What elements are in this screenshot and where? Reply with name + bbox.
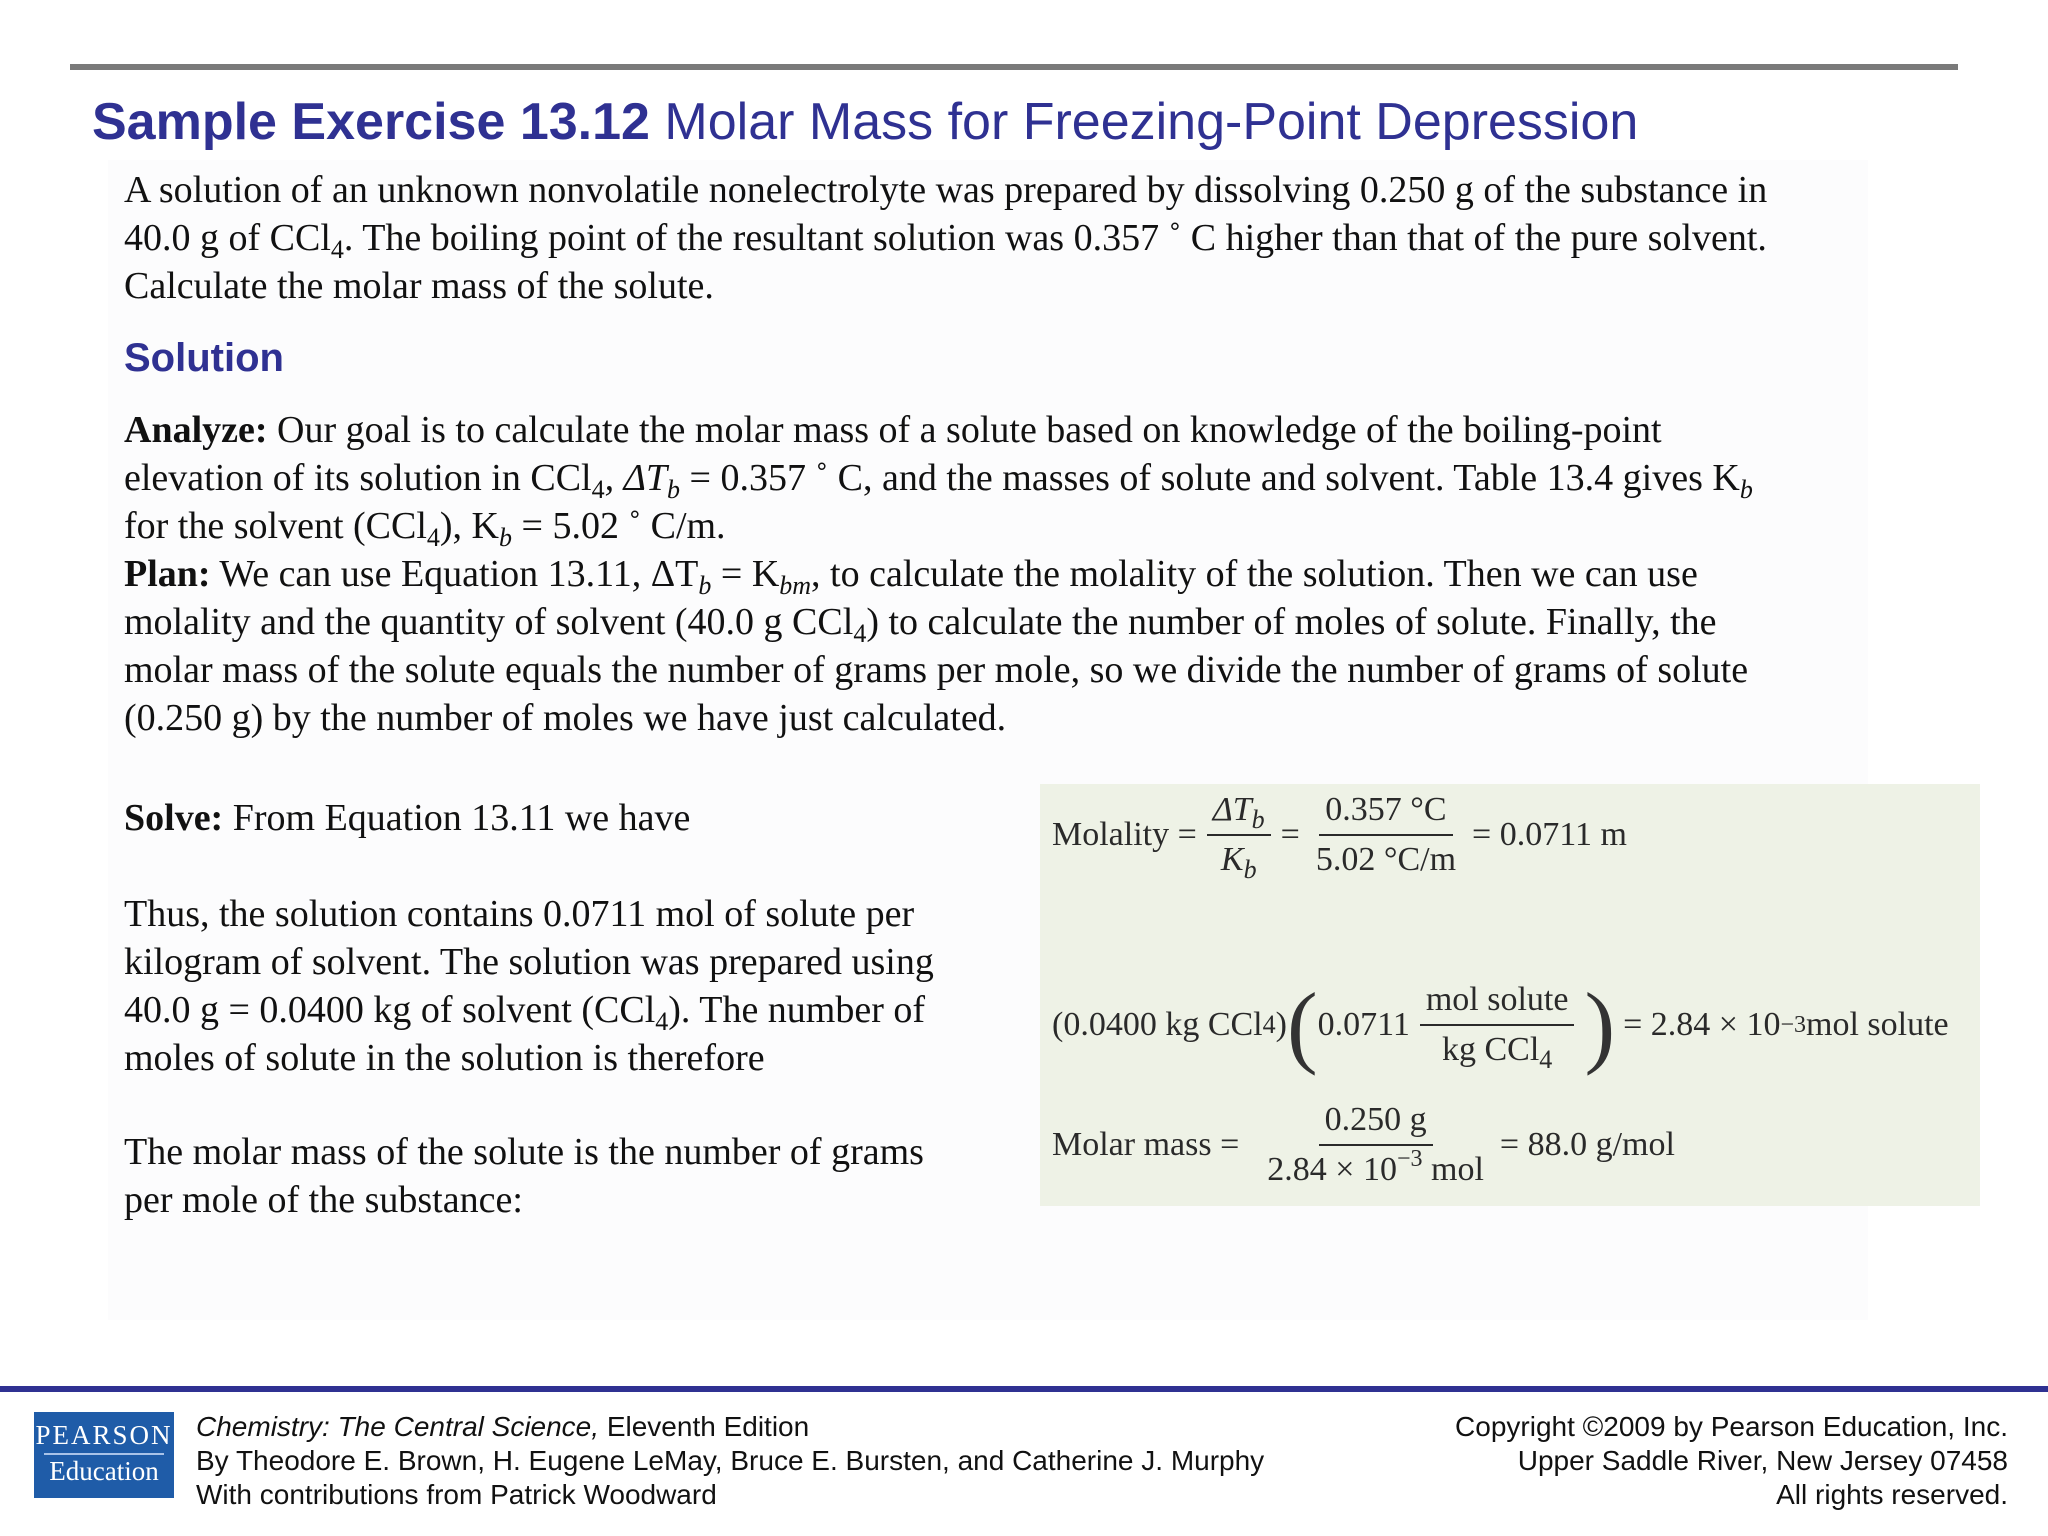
molar-mass-paragraph: The molar mass of the solute is the number of grams per mole of the substance: — [124, 1131, 924, 1221]
title-rest: Molar Mass for Freezing-Point Depression — [649, 93, 1639, 151]
problem-line: A solution of an unknown nonvolatile nonelectrolyte was prepared by dissolving 0.250 g of the substance in — [124, 169, 1768, 211]
mol-per-kg-fraction: $\frac{\text{mol solute}}{kg CCl_4}$ — [1420, 980, 1575, 1070]
slide-title — [92, 92, 1972, 152]
plan-label: Plan: — [124, 553, 211, 595]
top-rule — [70, 64, 1958, 70]
solve-label: Solve: — [124, 797, 224, 839]
problem-statement — [124, 166, 1904, 310]
analyze-label: Analyze: — [124, 409, 268, 451]
numeric-fraction: $\frac{0.357 ^\circ C}{5.02 ^\circ C/m}$ — [1315, 791, 1457, 878]
grams-per-mol-fraction: $\frac{0.250 g}{2.84 \times 10^{-3} mol}$ — [1267, 1101, 1484, 1188]
solution-heading: Solution — [124, 336, 284, 380]
title-bold: Sample Exercise 13.12 — [92, 93, 650, 151]
delta-tb-over-kb-fraction: $\frac{\Delta T_b}{K_b}$ — [1207, 790, 1271, 880]
footer-citation: Chemistry: The Central Science, Eleventh Edition By Theodore E. Brown, H. Eugene LeMay, Bruce E. Bursten, and Catherine J. Murphy With contributions from Patrick Woodward — [196, 1411, 1265, 1510]
molality-equation: Molality = $\frac{\Delta T_b}{K_b}$ = $\frac{0.357 ^\circ C}{5.02 ^\circ C/m}$ = 0.0711 m — [1052, 791, 1627, 884]
plan-paragraph: Plan: We can use Equation 13.11, $\Delta T_b = K_{bm}$, to calculate the molality of the solution. Then we can use molality and the quantity of solvent (40.0 g CCl$_4$) to calculate the number of moles of solute. Finally, the molar mass of the solute equals the number of grams per mole, so we divide the number of grams of solute (0.250 g) by the number of moles we have just calculated. — [124, 553, 1749, 739]
moles-paragraph: Thus, the solution contains 0.0711 mol of solute per kilogram of solvent. The solution was prepared using 40.0 g = 0.0400 kg of solvent (CCl$_4$). The number of moles of solute in the solution is therefore — [124, 893, 934, 1079]
problem-line: Calculate the molar mass of the solute. — [124, 265, 714, 307]
footer-copyright: Copyright ©2009 by Pearson Education, Inc. Upper Saddle River, New Jersey 07458 All rights reserved. — [1455, 1411, 2008, 1510]
moles-equation: (0.0400 kg CCl 4 ) ( 0.0711 $\frac{\text{mol solute}}{kg CCl_4}$ ) = 2.84 × 10 −3 mol solute — [1052, 974, 1949, 1076]
bottom-rule — [0, 1386, 2048, 1392]
equation-panel — [1040, 784, 1980, 1206]
molar-mass-equation: Molar mass = $\frac{0.250 g}{2.84 \times 10^{-3} mol}$ = 88.0 g/mol — [1052, 1101, 1675, 1188]
pearson-education-logo: PEARSON Education — [34, 1412, 174, 1498]
solve-paragraph: Solve: From Equation 13.11 we have — [124, 797, 691, 839]
problem-line: 40.0 g of CCl$_4$. The boiling point of the resultant solution was 0.357 ˚ C higher than that of the pure solvent. — [124, 217, 1767, 264]
analyze-paragraph: Analyze: Our goal is to calculate the molar mass of a solute based on knowledge of the boiling-point elevation of its solution in CCl$_4$, $\Delta T_b = 0.357$ ˚ C, and the masses of solute and solvent. Table 13.4 gives $K_b$ for the solvent (CCl$_4$), $K_b = 5.02$ ˚ C/m. — [124, 409, 1753, 552]
